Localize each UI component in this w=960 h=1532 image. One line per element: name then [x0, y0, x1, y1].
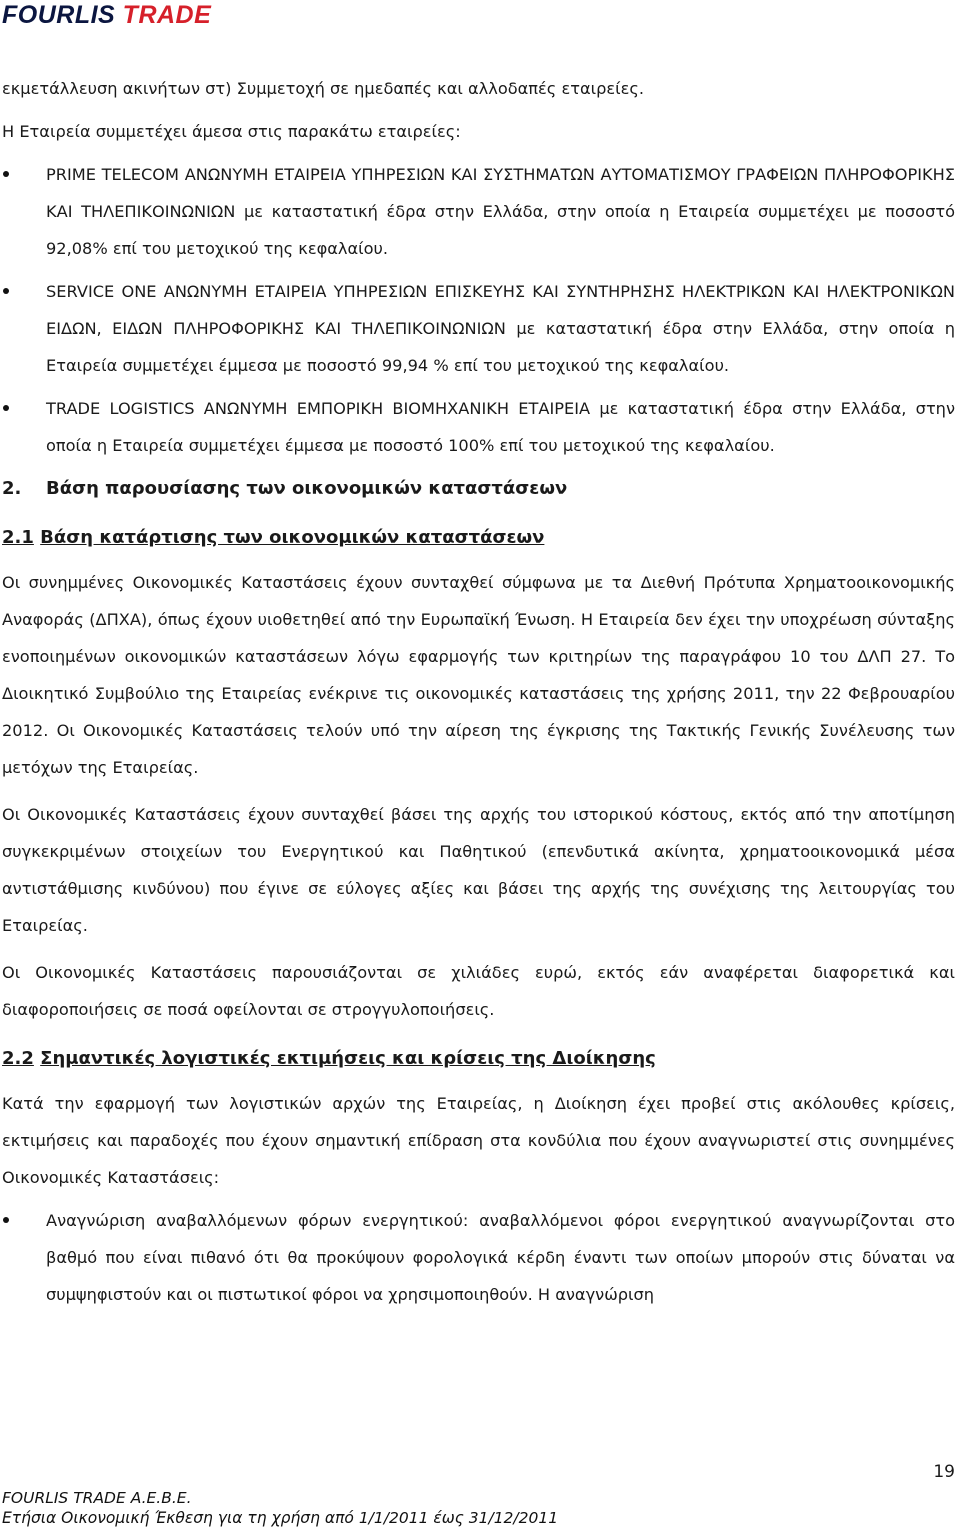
subsidiary-service-one: SERVICE ONE ΑΝΩΝΥΜΗ ΕΤΑΙΡΕΙΑ ΥΠΗΡΕΣΙΩΝ ΕΠΙΣΚΕΥΗΣ ΚΑΙ ΣΥΝΤΗΡΗΣΗΣ ΗΛΕΚΤΡΙΚΩΝ ΚΑΙ ΗΛΕΚΤΡΟΝΙΚΩΝ ΕΙΔΩΝ, ΕΙΔΩΝ ΠΛΗΡΟΦΟΡΙΚΗΣ ΚΑΙ ΤΗΛΕΠΙΚΟΙΝΩΝΙΩΝ με καταστατική έδρα στην Ελλάδα, στην οποία η Εταιρεία συμμετέχει έμμεσα με ποσοστό 99,94 % επί του μετοχικού της κεφαλαίου.	[46, 282, 955, 375]
section-2-title: Βάση παρουσίασης των οικονομικών καταστάσεων	[46, 478, 568, 499]
section-2-2-number: 2.2	[2, 1048, 34, 1069]
section-2-2-heading	[2, 1040, 955, 1077]
footer-company: FOURLIS TRADE A.E.B.E.	[2, 1489, 192, 1507]
estimate-deferred-tax: Αναγνώριση αναβαλλόμενων φόρων ενεργητικού: αναβαλλόμενοι φόροι ενεργητικού αναγνωρίζονται στο βαθμό που είναι πιθανό ότι θα προκύψουν φορολογικά κέρδη έναντι των οποίων μπορούν στις δύναται να συμψηφιστούν και οι πιστωτικοί φόροι να χρησιμοποιηθούν. Η αναγνώριση	[46, 1211, 955, 1304]
subsidiary-trade-logistics: TRADE LOGISTICS ΑΝΩΝΥΜΗ ΕΜΠΟΡΙΚΗ ΒΙΟΜΗΧΑΝΙΚΗ ΕΤΑΙΡΕΙΑ με καταστατική έδρα στην Ελλάδα, στην οποία η Εταιρεία συμμετέχει έμμεσα με ποσοστό 100% επί του μετοχικού της κεφαλαίου.	[46, 399, 955, 455]
list-item	[2, 390, 955, 464]
page-footer	[2, 1488, 558, 1528]
section-2-2-title: Σημαντικές λογιστικές εκτιμήσεις και κρίσεις της Διοίκησης	[40, 1048, 656, 1069]
bullet-icon	[3, 288, 9, 294]
bullet-icon	[3, 405, 9, 411]
list-item	[2, 156, 955, 267]
list-item	[2, 273, 955, 384]
estimates-list	[2, 1202, 955, 1313]
section-2-1-number: 2.1	[2, 527, 34, 548]
subsidiary-prime-telecom: PRIME TELECOM ΑΝΩΝΥΜΗ ΕΤΑΙΡΕΙΑ ΥΠΗΡΕΣΙΩΝ ΚΑΙ ΣΥΣΤΗΜΑΤΩΝ ΑΥΤΟΜΑΤΙΣΜΟΥ ΓΡΑΦΕΙΩΝ ΠΛΗΡΟΦΟΡΙΚΗΣ ΚΑΙ ΤΗΛΕΠΙΚΟΙΝΩΝΙΩΝ με καταστατική έδρα στην Ελλάδα, στην οποία η Εταιρεία συμμετέχει με ποσοστό 92,08% επί του μετοχικού της κεφαλαίου.	[46, 165, 955, 258]
section-2-2-paragraph: Κατά την εφαρμογή των λογιστικών αρχών της Εταιρείας, η Διοίκηση έχει προβεί στις ακόλουθες κρίσεις, εκτιμήσεις και παραδοχές που έχουν σημαντική επίδραση στα κονδύλια που έχουν αναγνωριστεί στις συνημμένες Οικονομικές Καταστάσεις:	[2, 1094, 955, 1187]
section-2-1-heading	[2, 519, 955, 556]
logo-fourlis: FOURLIS	[2, 1, 116, 29]
document-body	[2, 70, 955, 1319]
footer-report: Ετήσια Οικονομική Έκθεση για τη χρήση από 1/1/2011 έως 31/12/2011	[2, 1509, 559, 1527]
section-2-1-paragraph-1: Οι συνημμένες Οικονομικές Καταστάσεις έχουν συνταχθεί σύμφωνα με τα Διεθνή Πρότυπα Χρηματοοικονομικής Αναφοράς (ΔΠΧΑ), όπως έχουν υιοθετηθεί από την Ευρωπαϊκή Ένωση. Η Εταιρεία δεν έχει την υποχρέωση σύνταξης ενοποιημένων οικονομικών καταστάσεων λόγω εφαρμογής των κριτηρίων της παραγράφου 10 του ΔΛΠ 27. Το Διοικητικό Συμβούλιο της Εταιρείας ενέκρινε τις οικονομικές καταστάσεις της χρήσης 2011, την 22 Φεβρουαρίου 2012. Οι Οικονομικές Καταστάσεις τελούν υπό την αίρεση της έγκρισης της Τακτικής Γενικής Συνέλευσης των μετόχων της Εταιρείας.	[2, 573, 955, 777]
subsidiaries-list	[2, 156, 955, 464]
section-2-heading	[2, 470, 955, 507]
section-2-1-title: Βάση κατάρτισης των οικονομικών καταστάσεων	[40, 527, 545, 548]
section-2-1-paragraph-2: Οι Οικονομικές Καταστάσεις έχουν συνταχθεί βάσει της αρχής του ιστορικού κόστους, εκτός από την αποτίμηση συγκεκριμένων στοιχείων του Ενεργητικού και Παθητικού (επενδυτικά ακίνητα, χρηματοοικονομικά μέσα αντιστάθμισης κινδύνου) που έγινε σε εύλογες αξίες και βάσει της αρχής της συνέχισης της λειτουργίας του Εταιρείας.	[2, 805, 955, 935]
page-number: 19	[933, 1462, 955, 1482]
bullet-icon	[3, 1217, 9, 1223]
section-2-1-paragraph-3: Οι Οικονομικές Καταστάσεις παρουσιάζονται σε χιλιάδες ευρώ, εκτός εάν αναφέρεται διαφορετικά και διαφοροποιήσεις σε ποσά οφείλονται σε στρογγυλοποιήσεις.	[2, 963, 955, 1019]
participation-intro: Η Εταιρεία συμμετέχει άμεσα στις παρακάτω εταιρείες:	[2, 122, 461, 141]
company-logo	[2, 2, 211, 28]
intro-tail-line: εκμετάλλευση ακινήτων στ) Συμμετοχή σε ημεδαπές και αλλοδαπές εταιρείες.	[2, 79, 644, 98]
logo-trade: TRADE	[122, 1, 212, 29]
bullet-icon	[3, 171, 9, 177]
list-item	[2, 1202, 955, 1313]
section-2-number: 2.	[2, 478, 22, 499]
